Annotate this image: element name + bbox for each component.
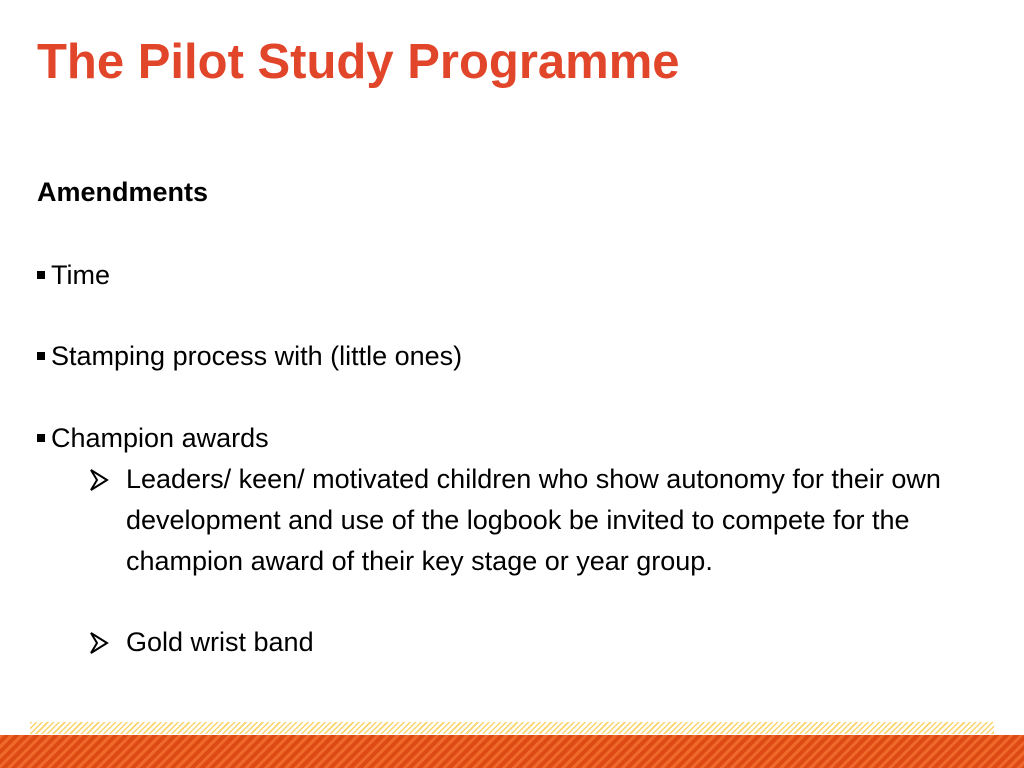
footer-bar	[0, 735, 1024, 768]
bullet-item	[37, 262, 110, 289]
sub-bullet-text: Leaders/ keen/ motivated children who show autonomy for their own development and use of the logbook be invited to compete for the champion award of their key stage or year group.	[126, 464, 941, 576]
bullet-text: Champion awards	[51, 423, 269, 453]
square-bullet-icon	[37, 352, 45, 360]
section-heading: Amendments	[37, 177, 209, 207]
sub-bullet-text: Gold wrist band	[126, 627, 314, 657]
bullet-text: Stamping process with (little ones)	[51, 341, 463, 371]
slide-title: The Pilot Study Programme	[37, 35, 680, 89]
arrow-bullet-icon	[88, 622, 118, 663]
square-bullet-icon	[37, 434, 45, 442]
arrow-bullet-icon	[88, 459, 118, 500]
bullet-item	[37, 343, 462, 370]
bullet-text: Time	[51, 260, 110, 290]
footer-dash-pattern	[30, 722, 994, 734]
bullet-item	[37, 425, 269, 452]
square-bullet-icon	[37, 271, 45, 279]
sub-bullet-item	[88, 459, 968, 582]
sub-bullet-item	[88, 622, 968, 663]
